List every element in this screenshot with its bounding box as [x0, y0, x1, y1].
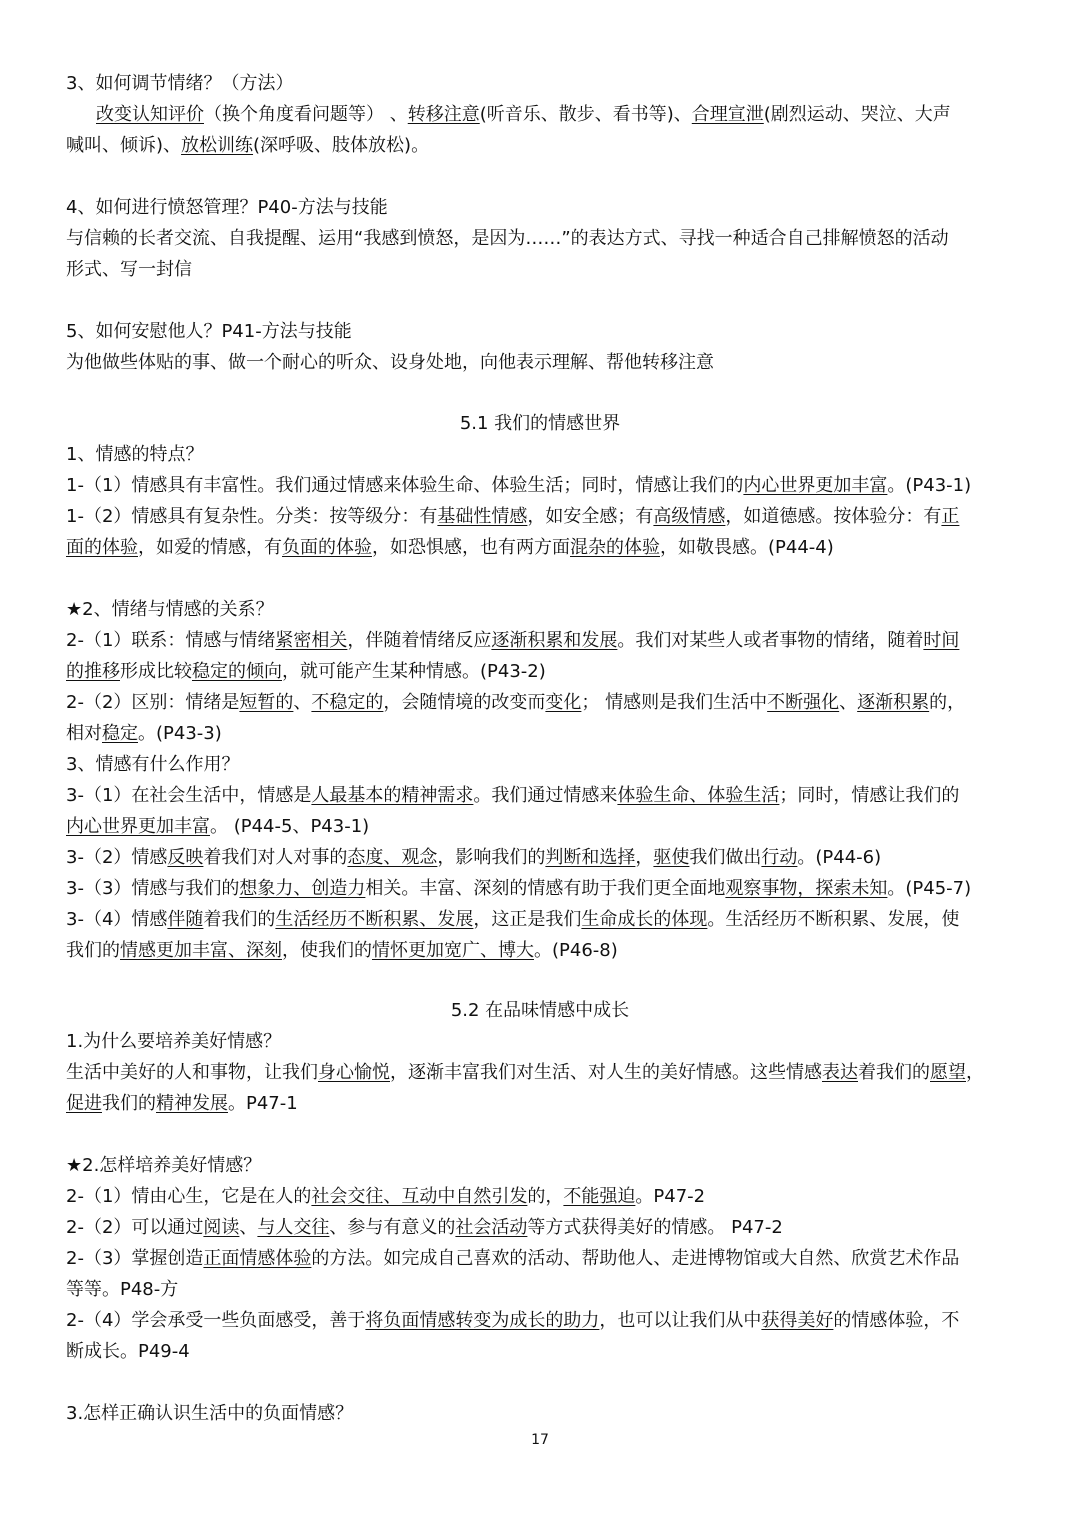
text-segment: ； 情感则是我们生活中: [581, 692, 768, 713]
underlined-term: 逐渐积累: [857, 692, 930, 713]
text-segment: 的方法。如完成自己喜欢的活动、帮助他人、走进博物馆或大自然、欣赏艺术作品: [311, 1248, 960, 1269]
body-line: [66, 534, 1026, 562]
text-segment: ，如爱的情感，有: [138, 537, 282, 558]
text-segment: 相关。丰富、深刻的情感有助于我们更全面地: [365, 878, 726, 899]
text-segment: 我们做出: [689, 847, 762, 868]
text-segment: 3、如何调节情绪？（方法）: [66, 73, 294, 94]
body-line: [66, 875, 1026, 903]
body-line: [66, 627, 1026, 655]
underlined-term: 反映: [167, 847, 204, 868]
text-segment: 3.怎样正确认识生活中的负面情感？: [66, 1403, 354, 1424]
underlined-term: 社会交往、互动中自然引发: [311, 1186, 528, 1207]
text-segment: 、: [839, 692, 858, 713]
heading-why-cultivate: [66, 1028, 1026, 1056]
underlined-term: 与人交往: [257, 1217, 330, 1238]
text-segment: 。生活经历不断积累、发展，使: [707, 909, 960, 930]
underlined-term: 情感更加丰富、深刻: [120, 940, 282, 961]
section-title-5-1: [0, 410, 1080, 438]
text-segment: 2-（4）学会承受一些负面感受，善于: [66, 1310, 366, 1331]
page-number: 17: [531, 1432, 549, 1448]
text-segment: 着我们对人对事的: [203, 847, 348, 868]
text-segment: 的，: [527, 1186, 564, 1207]
underlined-term: 伴随: [167, 909, 204, 930]
body-line: [66, 906, 1026, 934]
text-segment: ，伴随着情绪反应: [347, 630, 492, 651]
heading-anger-management: [66, 194, 1026, 222]
text-segment: ，影响我们的: [437, 847, 546, 868]
text-segment: ，就可能产生某种情感。(P43-2): [282, 661, 546, 682]
underlined-term: 面的体验: [66, 537, 138, 558]
body-line: [66, 1214, 1026, 1242]
text-segment: 3-（4）情感: [66, 909, 168, 930]
text-segment: 5.1 我们的情感世界: [459, 413, 621, 434]
underlined-term: 生活经历不断积累、发展: [275, 909, 474, 930]
text-segment: ★2.怎样培养美好情感？: [66, 1155, 262, 1176]
underlined-term: 判断和选择: [545, 847, 636, 868]
heading-negative-emotion: [66, 1400, 1026, 1428]
body-line: [66, 1338, 1026, 1366]
text-segment: 。(P45-7): [887, 878, 972, 899]
text-segment: 1、情感的特点？: [66, 444, 204, 465]
text-segment: ，使我们的: [282, 940, 372, 961]
text-segment: 断成长。P49-4: [66, 1341, 190, 1362]
text-segment: 着我们的: [203, 909, 276, 930]
underlined-term: 驱使: [653, 847, 690, 868]
text-segment: 。(P43-3): [138, 723, 222, 744]
underlined-term: 短暂的: [239, 692, 294, 713]
underlined-term: 情怀更加宽广、博大: [372, 940, 534, 961]
text-segment: 。P47-1: [228, 1093, 298, 1114]
underlined-term: 合理宣泄: [691, 104, 764, 125]
text-segment: 2-（1）联系：情感与情绪: [66, 630, 276, 651]
body-line: [66, 844, 1026, 872]
underlined-term: 的推移: [66, 661, 120, 682]
heading-relation: [66, 596, 1026, 624]
underlined-term: 改变认知评价: [96, 104, 204, 125]
body-line: [66, 472, 1026, 500]
text-segment: 。P47-2: [635, 1186, 706, 1207]
text-segment: 3-（3）情感与我们的: [66, 878, 240, 899]
underlined-term: 体验生命、体验生活: [617, 785, 780, 806]
heading-feature: [66, 441, 1026, 469]
heading-function: [66, 751, 1026, 779]
underlined-term: 正: [941, 506, 960, 527]
body-line: [66, 349, 1026, 377]
text-segment: 生活中美好的人和事物，让我们: [66, 1062, 318, 1083]
text-segment: ，这正是我们: [473, 909, 582, 930]
text-segment: 的，: [929, 692, 966, 713]
body-line: [66, 1090, 1026, 1118]
text-segment: 。我们对某些人或者事物的情绪，随着: [617, 630, 924, 651]
text-segment: (剧烈运动、哭泣、大声: [763, 104, 951, 125]
underlined-term: 时间: [923, 630, 960, 651]
underlined-term: 阅读: [203, 1217, 240, 1238]
body-line: [66, 720, 1026, 748]
text-segment: ，如敬畏感。(P44-4): [660, 537, 834, 558]
text-segment: 我们的: [102, 1093, 156, 1114]
body-line: [66, 1245, 1026, 1273]
underlined-term: 负面的体验: [282, 537, 372, 558]
underlined-term: 生命成长的体现: [581, 909, 708, 930]
underlined-term: 混杂的体验: [570, 537, 660, 558]
text-segment: 为他做些体贴的事、做一个耐心的听众、设身处地，向他表示理解、帮他转移注意: [66, 352, 714, 373]
text-segment: 形成比较: [120, 661, 192, 682]
text-segment: 4、如何进行愤怒管理？P40-方法与技能: [66, 197, 388, 218]
underlined-term: 稳定: [102, 723, 138, 744]
body-line: [66, 225, 1026, 253]
text-segment: 、: [293, 692, 312, 713]
underlined-term: 放松训练: [181, 135, 254, 156]
body-line: [66, 782, 1026, 810]
underlined-term: 人最基本的精神需求: [311, 785, 474, 806]
text-segment: ，逐渐丰富我们对生活、对人生的美好情感。这些情感: [390, 1062, 822, 1083]
text-segment: 。我们通过情感来: [473, 785, 618, 806]
underlined-term: 转移注意: [407, 104, 480, 125]
text-segment: ，也可以让我们从中: [599, 1310, 762, 1331]
body-line: [66, 658, 1026, 686]
text-segment: （换个角度看问题等） 、: [204, 104, 408, 125]
underlined-term: 将负面情感转变为成长的助力: [365, 1310, 600, 1331]
text-segment: 喊叫、倾诉)、: [66, 135, 182, 156]
text-segment: 形式、写一封信: [66, 259, 192, 280]
underlined-term: 高级情感: [653, 506, 726, 527]
heading-how-cultivate: [66, 1152, 1026, 1180]
underlined-term: 态度、观念: [347, 847, 438, 868]
body-line: [66, 1059, 1026, 1087]
text-segment: 。(P46-8): [534, 940, 618, 961]
underlined-term: 观察事物，探索未知: [725, 878, 888, 899]
underlined-term: 精神发展: [156, 1093, 228, 1114]
underlined-term: 表达: [822, 1062, 858, 1083]
heading-regulate-emotion: [66, 70, 1026, 98]
text-segment: 2-（3）掌握创造: [66, 1248, 204, 1269]
body-line: [66, 256, 1026, 284]
text-segment: ，会随情境的改变而: [383, 692, 546, 713]
underlined-term: 紧密相关: [275, 630, 348, 651]
text-segment: ；同时，情感让我们的: [779, 785, 960, 806]
underlined-term: 变化: [545, 692, 582, 713]
body-line: [66, 132, 1026, 160]
body-line: [66, 1276, 1026, 1304]
body-line: [66, 1183, 1026, 1211]
text-segment: 1.为什么要培养美好情感？: [66, 1031, 282, 1052]
section-title-5-2: [0, 997, 1080, 1025]
text-segment: (深呼吸、肢体放松)。: [253, 135, 430, 156]
underlined-term: 想象力、创造力: [239, 878, 366, 899]
text-segment: 等方式获得美好的情感。 P47-2: [527, 1217, 783, 1238]
text-segment: ，如道德感。按体验分：有: [725, 506, 942, 527]
text-segment: 。 (P44-5、P43-1): [210, 816, 370, 837]
text-segment: 5.2 在品味情感中成长: [450, 1000, 630, 1021]
text-segment: (听音乐、散步、看书等)、: [479, 104, 692, 125]
text-segment: 。(P43-1): [887, 475, 972, 496]
text-segment: 的情感体验，不: [833, 1310, 960, 1331]
text-segment: 着我们的: [858, 1062, 930, 1083]
body-line: [66, 689, 1026, 717]
text-segment: 与信赖的长者交流、自我提醒、运用“我感到愤怒，是因为……”的表达方式、寻找一种适合自己排解愤怒的活动: [66, 228, 949, 249]
body-line: [66, 1307, 1026, 1335]
underlined-term: 不稳定的: [311, 692, 384, 713]
text-segment: 、参与有意义的: [329, 1217, 456, 1238]
underlined-term: 行动: [761, 847, 798, 868]
text-segment: ，如安全感；有: [527, 506, 654, 527]
underlined-term: 愿望: [930, 1062, 966, 1083]
text-segment: 3、情感有什么作用？: [66, 754, 240, 775]
underlined-term: 逐渐积累和发展: [491, 630, 618, 651]
text-segment: 5、如何安慰他人？P41-方法与技能: [66, 321, 352, 342]
underlined-term: 正面情感体验: [203, 1248, 312, 1269]
text-segment: 我们的: [66, 940, 120, 961]
text-segment: 1-（1）情感具有丰富性。我们通过情感来体验生命、体验生活；同时，情感让我们的: [66, 475, 744, 496]
text-segment: ，: [635, 847, 654, 868]
underlined-term: 获得美好: [761, 1310, 834, 1331]
text-segment: ，: [966, 1062, 984, 1083]
text-segment: 2-（2）可以通过: [66, 1217, 204, 1238]
underlined-term: 不断强化: [767, 692, 840, 713]
underlined-term: 社会活动: [455, 1217, 528, 1238]
underlined-term: 基础性情感: [437, 506, 528, 527]
text-segment: 3-（1）在社会生活中，情感是: [66, 785, 312, 806]
text-segment: 2-（1）情由心生，它是在人的: [66, 1186, 312, 1207]
underlined-term: 促进: [66, 1093, 102, 1114]
text-segment: ，如恐惧感，也有两方面: [372, 537, 570, 558]
text-segment: ★2、情绪与情感的关系？: [66, 599, 274, 620]
underlined-term: 内心世界更加丰富: [743, 475, 888, 496]
text-segment: 等等。P48-方: [66, 1279, 179, 1300]
body-line: [66, 937, 1026, 965]
body-line: [66, 813, 1026, 841]
text-segment: 相对: [66, 723, 102, 744]
body-line: [96, 101, 1056, 129]
underlined-term: 不能强迫: [563, 1186, 636, 1207]
text-segment: 。(P44-6): [797, 847, 882, 868]
underlined-term: 身心愉悦: [318, 1062, 390, 1083]
heading-comfort-others: [66, 318, 1026, 346]
body-line: [66, 503, 1026, 531]
text-segment: 3-（2）情感: [66, 847, 168, 868]
text-segment: 1-（2）情感具有复杂性。分类：按等级分：有: [66, 506, 438, 527]
text-segment: 、: [239, 1217, 258, 1238]
underlined-term: 稳定的倾向: [192, 661, 282, 682]
underlined-term: 内心世界更加丰富: [66, 816, 210, 837]
text-segment: 2-（2）区别：情绪是: [66, 692, 240, 713]
